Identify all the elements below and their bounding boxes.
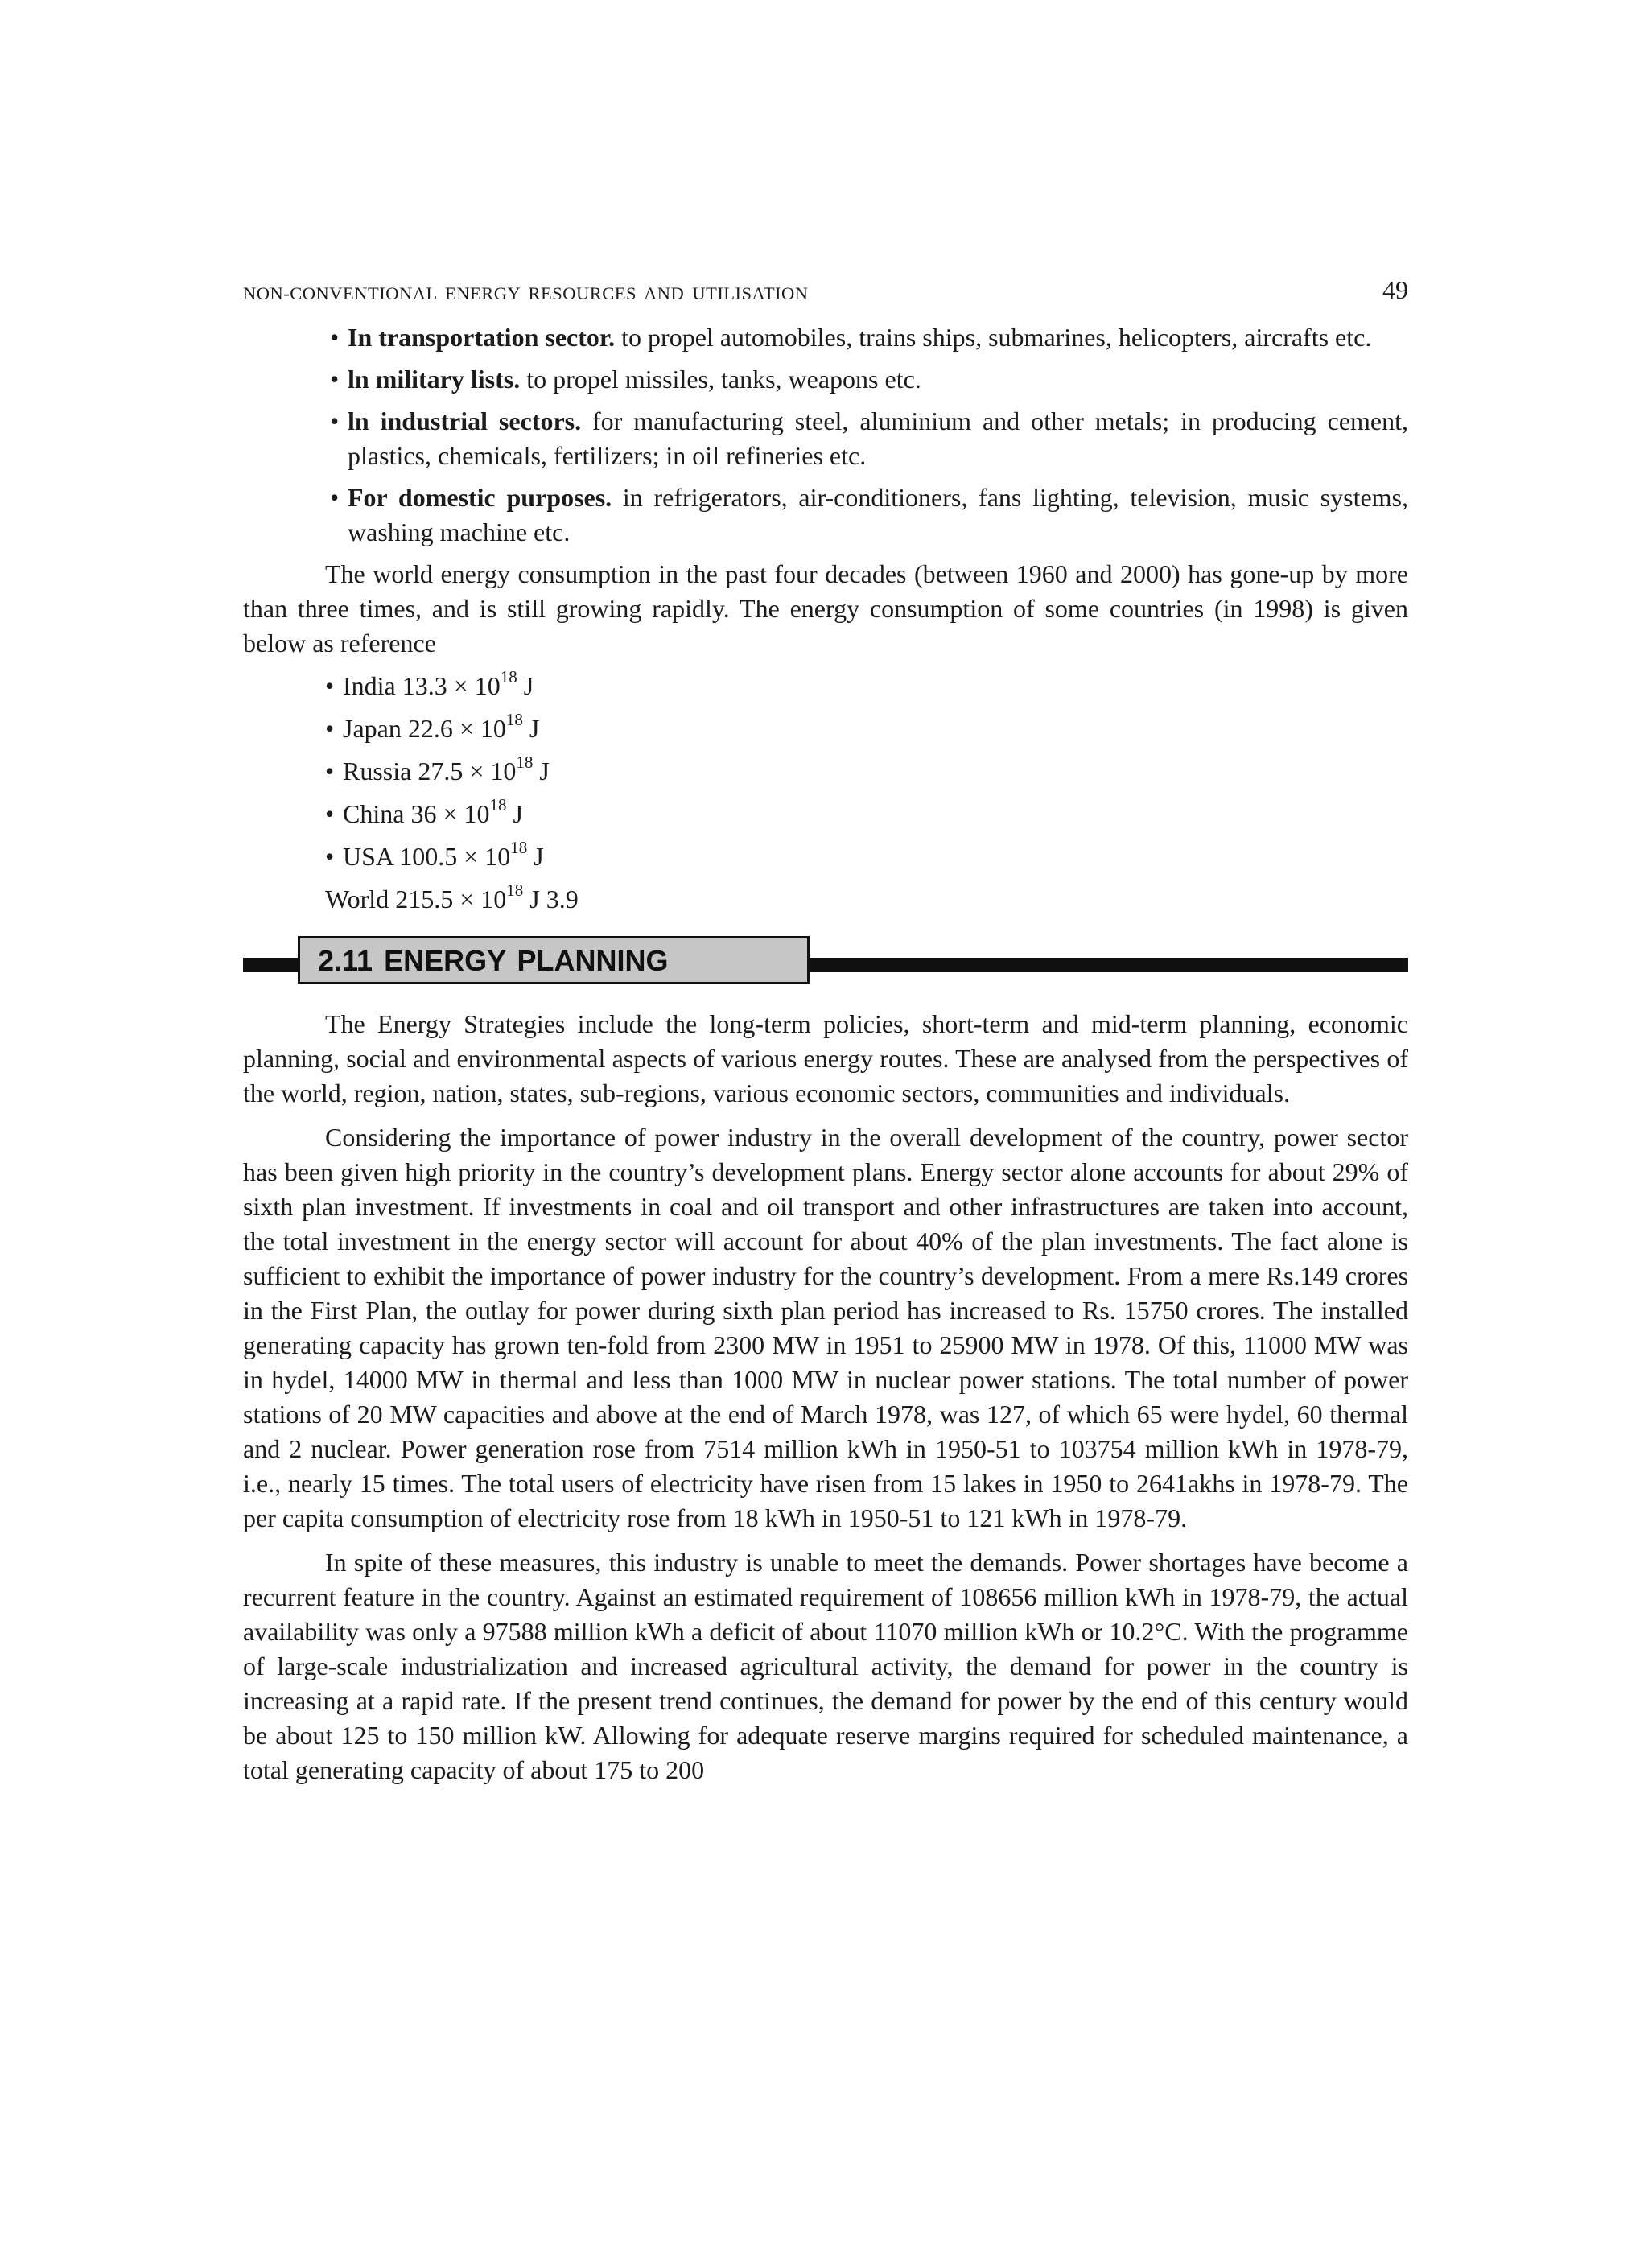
country-consumption-india: [325, 669, 1408, 703]
running-header-title: NON-CONVENTIONAL ENERGY RESOURCES AND UTILISATION: [243, 283, 809, 303]
exponent: 18: [516, 753, 534, 773]
exponent: 18: [505, 710, 523, 730]
unit: J: [533, 757, 550, 786]
country-value: India 13.3 × 10: [343, 671, 501, 700]
country-consumption-russia: [325, 754, 1408, 789]
energy-use-text: to propel automobiles, trains ships, submarines, helicopters, aircrafts etc.: [615, 323, 1372, 352]
energy-use-label: ln military lists.: [348, 365, 521, 394]
energy-use-label: ln industrial sectors.: [348, 406, 582, 435]
unit: J: [527, 842, 544, 871]
unit: J: [522, 714, 540, 743]
energy-use-label: In transportation sector.: [348, 323, 616, 352]
exponent: 18: [510, 838, 528, 858]
running-header: [243, 270, 1408, 312]
energy-use-domestic: [330, 480, 1408, 550]
country-value: China 36 × 10: [343, 799, 490, 828]
world-consumption-total: [243, 882, 1408, 917]
energy-use-industrial: [330, 404, 1408, 473]
country-value: Japan 22.6 × 10: [343, 714, 506, 743]
unit: J: [506, 799, 523, 828]
energy-use-text: to propel missiles, tanks, weapons etc.: [520, 365, 921, 394]
unit: J: [517, 671, 534, 700]
exponent: 18: [489, 795, 507, 815]
unit: J 3.9: [523, 885, 579, 913]
exponent: 18: [500, 667, 517, 687]
section-body: [243, 1007, 1408, 1788]
country-value: Russia 27.5 × 10: [343, 757, 517, 786]
country-consumption-japan: [325, 711, 1408, 746]
paragraph-power-shortages: In spite of these measures, this industry is unable to meet the demands. Power shortages have become a recurrent feature in the country. Against an estimated requirement of 108656 million kWh in 1978-79, the actual availability was only a 97588 million kWh a deficit of about 11070 million kWh or 10.2°C. With the programme of large-scale industrialization and increased agricultural activity, the demand for power in the country is increasing at a rapid rate. If the present trend continues, the demand for power by the end of this century would be about 125 to 150 million kW. Allowing for adequate reserve margins required for scheduled maintenance, a total generating capacity of about 175 to 200: [243, 1548, 1408, 1784]
consumption-paragraph: The world energy consumption in the past four decades (between 1960 and 2000) has gone-up by more than three times, and is still growing rapidly. The energy consumption of some countries (in 1998) is given below as reference: [243, 559, 1408, 658]
world-value: World 215.5 × 10: [325, 885, 507, 913]
paragraph-energy-strategies: The Energy Strategies include the long-term policies, short-term and mid-term planning, economic planning, social and environmental aspects of various energy routes. These are analysed from the perspectives of the world, region, nation, states, sub-regions, various economic sectors, communities and individuals.: [243, 1009, 1408, 1107]
energy-use-text: for manufacturing steel, aluminium and other metals; in producing cement, plastics, chemicals, fertilizers; in oil refineries etc.: [348, 406, 1408, 470]
section-heading: [243, 936, 1408, 989]
energy-use-military: [330, 362, 1408, 397]
country-consumption-usa: [325, 839, 1408, 874]
country-consumption-china: [325, 797, 1408, 831]
energy-use-transportation: [330, 320, 1408, 355]
energy-use-label: For domestic purposes.: [348, 483, 612, 512]
energy-use-text: in refrigerators, air-conditioners, fans lighting, television, music systems, washing machine etc.: [348, 483, 1409, 546]
section-title: 2.11 ENERGY PLANNING: [298, 936, 810, 984]
country-consumption-list: [243, 669, 1408, 874]
page-content: [243, 270, 1408, 1797]
energy-uses-list: [243, 320, 1408, 550]
paragraph-power-industry: Considering the importance of power industry in the overall development of the country, power sector has been given high priority in the country’s development plans. Energy sector alone accounts for about 29% of sixth plan investment. If investments in coal and oil transport and other infrastructures are taken into account, the total investment in the energy sector will account for about 40% of the plan investments. The fact alone is sufficient to exhibit the importance of power industry for the country’s development. From a mere Rs.149 crores in the First Plan, the outlay for power during sixth plan period has increased to Rs. 15750 crores. The installed generating capacity has grown ten-fold from 2300 MW in 1951 to 25900 MW in 1978. Of this, 11000 MW was in hydel, 14000 MW in thermal and less than 1000 MW in nuclear power stations. The total number of power stations of 20 MW capacities and above at the end of March 1978, was 127, of which 65 were hydel, 60 thermal and 2 nuclear. Power generation rose from 7514 million kWh in 1950-51 to 103754 million kWh in 1978-79, i.e., nearly 15 times. The total users of electricity have risen from 15 lakes in 1950 to 2641akhs in 1978-79. The per capita consumption of electricity rose from 18 kWh in 1950-51 to 121 kWh in 1978-79.: [243, 1123, 1408, 1532]
page-number: 49: [1382, 275, 1408, 304]
exponent: 18: [506, 880, 524, 901]
country-value: USA 100.5 × 10: [343, 842, 511, 871]
